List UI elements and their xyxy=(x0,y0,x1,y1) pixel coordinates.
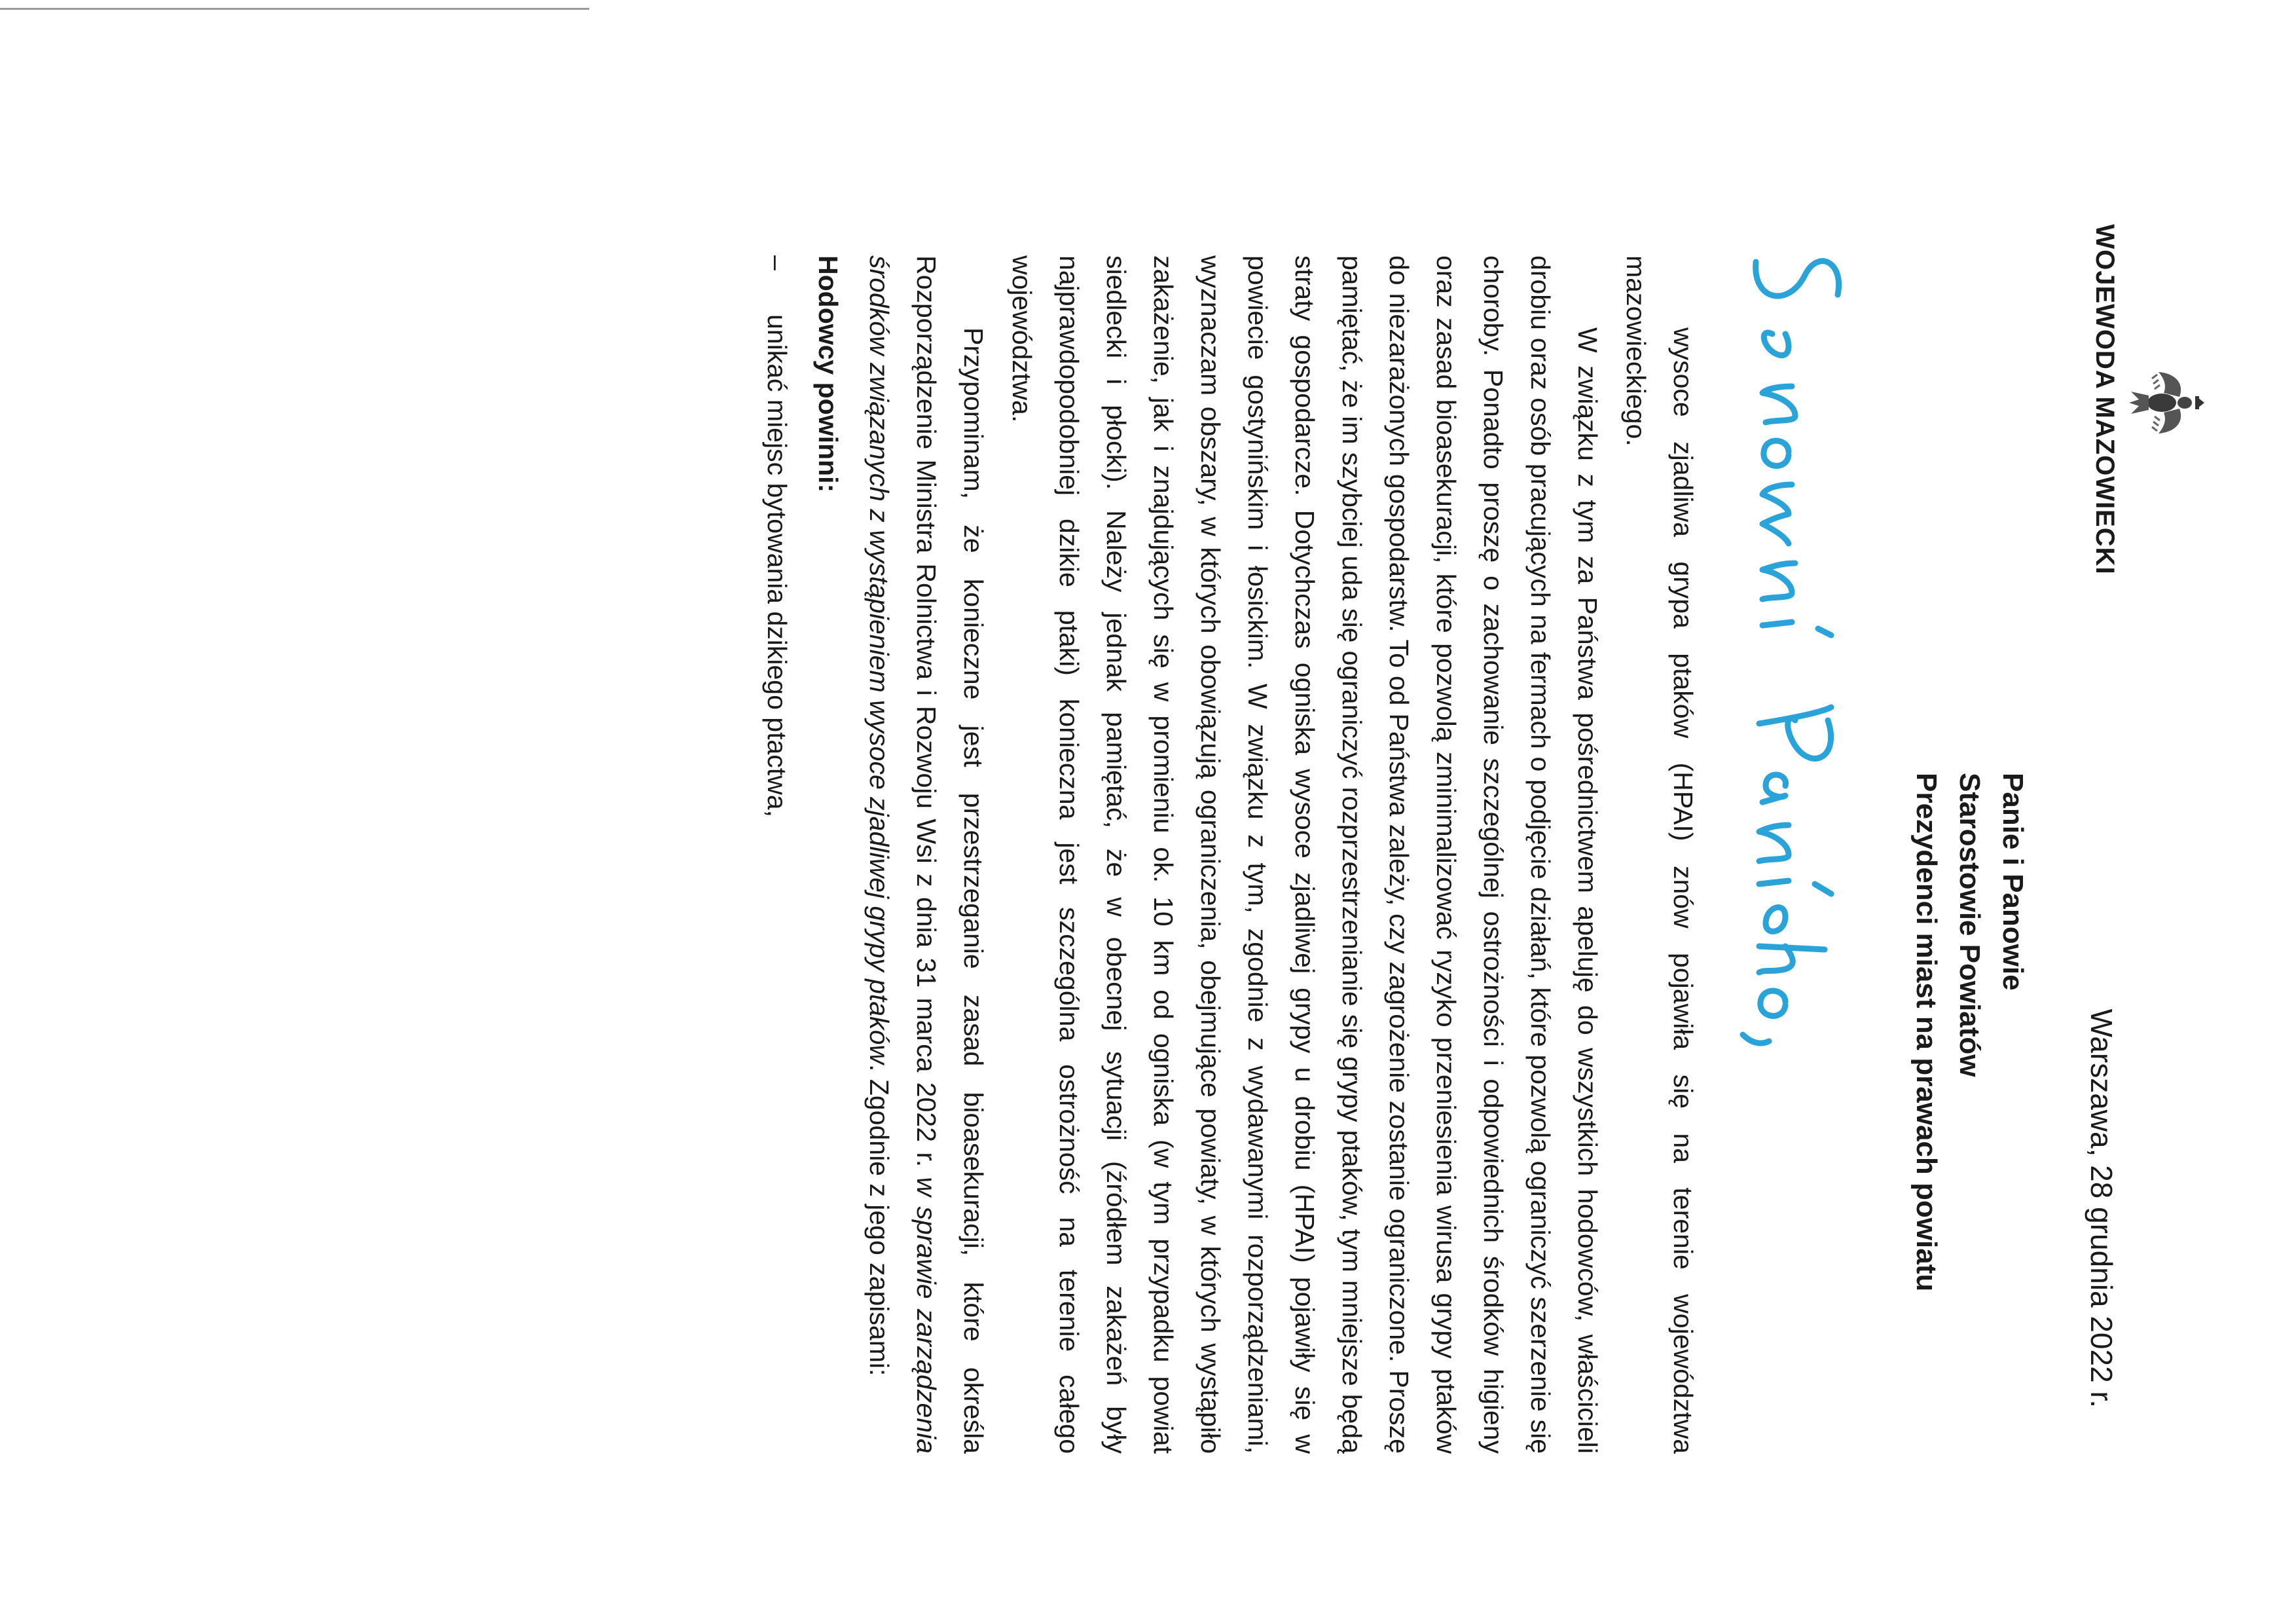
recipients-block xyxy=(1904,773,2034,1291)
requirements-list xyxy=(754,255,801,1454)
recipient-line: Panie i Panowie xyxy=(1997,773,2029,991)
handwritten-salutation xyxy=(1707,236,1877,1480)
regulation-title: w sprawie zarządzenia środków związanych z wystąpieniem wysoce zjadliwej grypy ptaków xyxy=(864,255,941,1454)
polish-eagle-emblem-icon xyxy=(2126,367,2211,439)
recipient-line: Starostowie Powiatów xyxy=(1954,773,1986,1077)
letter-body xyxy=(754,255,1707,1454)
list-dash: – xyxy=(762,255,792,270)
body-paragraph: wysoce zjadliwa grypa ptaków (HPAI) znów pojawiła się na terenie województwa mazowieckiego. xyxy=(1621,255,1698,1454)
office-name: WOJEWODA MAZOWIECKI xyxy=(2090,224,2119,575)
regulation-text: Przypominam, że konieczne jest przestrzeganie zasad bioasekuracji, które określa Rozporządzenie Ministra Rolnictwa i Rozwoju Wsi z dnia 31 marca 2022 r. xyxy=(911,255,989,1454)
list-item-text: unikać miejsc bytowania dzikiego ptactwa, xyxy=(762,314,792,817)
list-item xyxy=(754,255,801,1454)
regulation-text-end: . Zgodnie z jego zapisami: xyxy=(864,1064,894,1376)
letter-date: Warszawa, 28 grudnia 2022 r. xyxy=(2085,1008,2119,1408)
body-paragraph: W związku z tym za Państwa pośrednictwem apeluję do wszystkich hodowców, właścicieli drobiu oraz osób pracujących na fermach o podjęcie działań, które pozwolą ograniczyć szerzenie się choroby. Ponadto proszę o zachowanie szczególnej ostrożności i odpowiednich środków higieny oraz zasad bioasekuracji, które pozwolą zminimalizować ryzyko przeniesienia wirusa grypy ptaków do niezarażonych gospodarstw. To od Państwa zależy, czy zagrożenie zostanie ograniczone. Proszę pamiętać, że im szybciej uda się ograniczyć rozprzestrzenianie się grypy ptaków, tym mniejsze będą straty gospodarcze. Dotychczas ogniska wysoce zjadliwej grypy u drobiu (HPAI) pojawiły się w powiecie gostynińskim i łosickim. W związku z tym, zgodnie z wydawanymi rozporządzeniami, wyznaczam obszary, w których obowiązują ograniczenia, obejmujące powiaty, w których wystąpiło zakażenie, jak i znajdujących się w promieniu ok. 10 km od ogniska (w tym przypadku powiat siedlecki i płocki). Należy jednak pamiętać, że w obecnej sytuacji (źródłem zakażeń były najprawdopodobniej dzikie ptaki) konieczna jest szczególna ostrożność na terenie całego województwa. xyxy=(1007,255,1603,1454)
section-heading: Hodowcy powinni: xyxy=(813,255,843,493)
recipient-line: Prezydenci miast na prawach powiatu xyxy=(1910,773,1942,1292)
body-paragraph xyxy=(856,255,997,1454)
